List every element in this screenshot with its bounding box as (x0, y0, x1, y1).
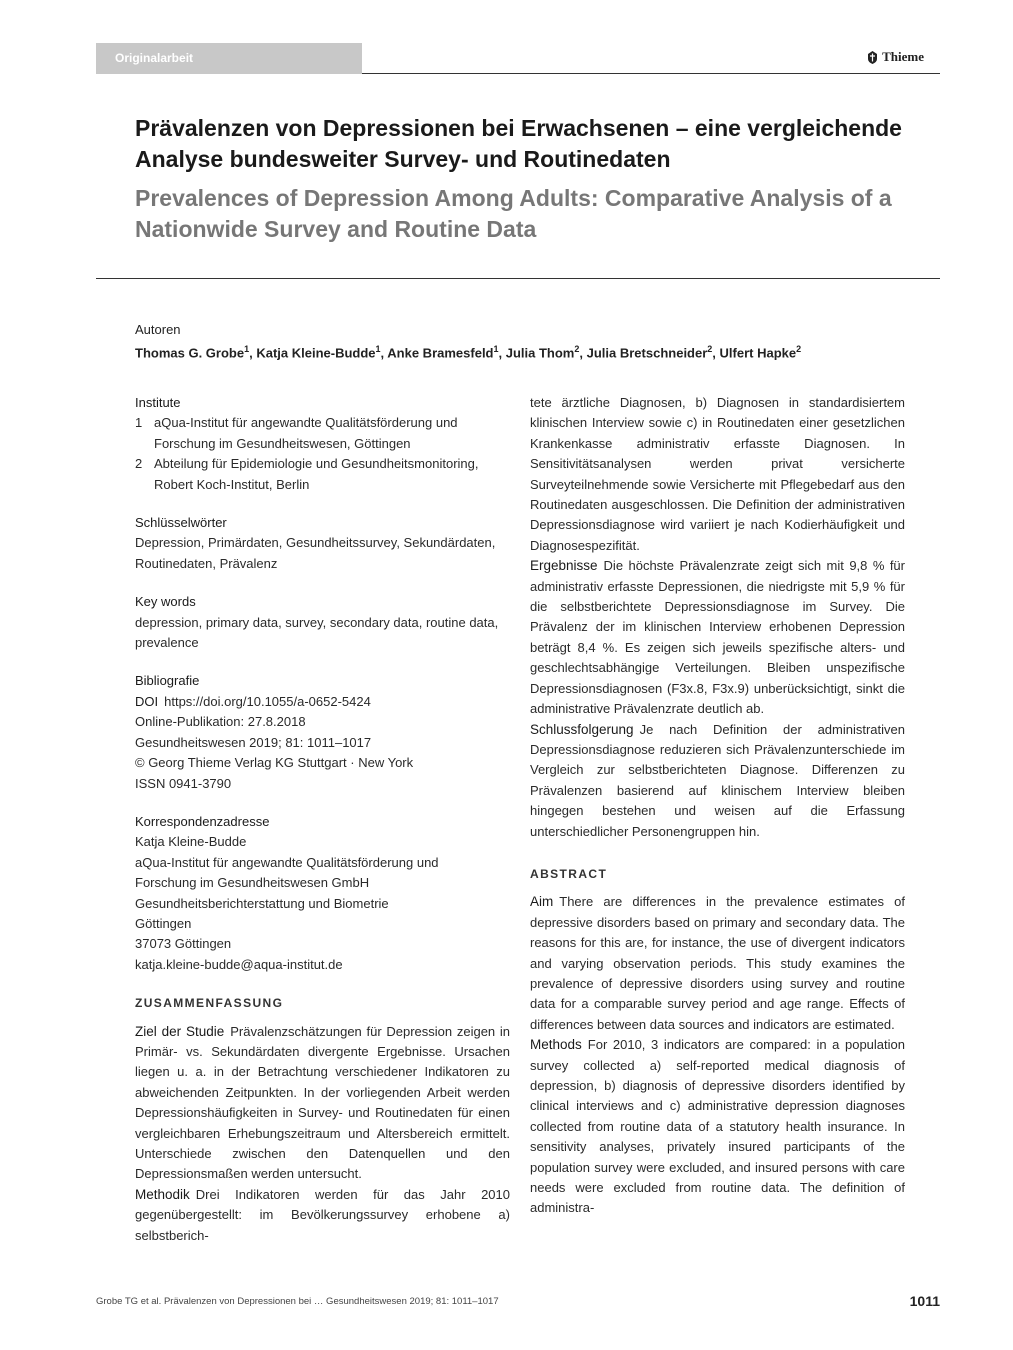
ergebnisse-text: Die höchste Prävalenzrate zeigt sich mit 9,8 % für administrativ erfasste Depressionen, die niedrigste mit 5,9 % für die selbstberichtete Depressionsdiagnose im Survey. Die Prävalenz der im klinischen Interview erhobenen Depression beträgt 8,4 %. Es zeigen sich jeweils spezifische alters- und geschlechtsabhängige Verteilungen. Bleiben unspezifische Depressionsdiagnosen (F3x.8, F3x.9) unberücksichtigt, sinkt die administrative Prävalenzrate deutlich ab. (530, 558, 905, 717)
author-name: Ulfert Hapke (719, 345, 797, 361)
author-list: Thomas G. Grobe$^1$, Katja Kleine-Budde$^1$, Anke Bramesfeld$^1$, Julia Thom$^2$, Julia Bretschneider$^2$, Ulfert Hapke$^2$ (135, 344, 802, 361)
schluss-text: Je nach Definition der administrativen Depressionsdiagnose reduzieren sich Prävalenzunterschiede im Vergleich zur selbstberichteten Diagnose. Differenzen zu Prävalenzen basierend auf klinischem Interview bleiben hingegen bestehen und weisen auf die Erfassung unterschiedlicher Personengruppen hin. (530, 721, 905, 839)
methods-paragraph (530, 1035, 905, 1219)
page-number: 1011 (909, 1293, 940, 1309)
ergebnisse-paragraph (530, 556, 905, 719)
author-affiliation: 1 (244, 344, 250, 354)
title-english: Prevalences of Depression Among Adults: Comparative Analysis of a Nationwide Survey and Routine Data (135, 185, 892, 242)
institute-number: 1 (135, 415, 143, 431)
keywords-en-text: depression, primary data, survey, secondary data, routine data, prevalence (135, 614, 499, 651)
methodik-paragraph (135, 1185, 510, 1246)
author-name: Anke Bramesfeld (387, 345, 494, 361)
author-name: Julia Bretschneider (586, 345, 708, 361)
author-affiliation: 1 (375, 344, 381, 354)
keywords-de-block (135, 513, 510, 574)
ergebnisse-label: Ergebnisse (530, 558, 598, 574)
title-german: Prävalenzen von Depressionen bei Erwachsenen – eine vergleichende Analyse bundesweiter Survey- und Routinedaten (135, 115, 902, 172)
left-column (135, 393, 510, 1246)
keywords-en-label: Key words (135, 594, 196, 610)
online-publication: Online-Publikation: 27.8.2018 (135, 714, 306, 730)
correspondence-line: 37073 Göttingen (135, 936, 232, 952)
bibliography-block (135, 671, 510, 793)
correspondence-block (135, 812, 510, 975)
authors-label: Autoren (135, 322, 181, 337)
aim-label: Aim (530, 894, 554, 910)
schluss-paragraph (530, 720, 905, 842)
doi-link[interactable]: https://doi.org/10.1055/a-0652-5424 (164, 693, 371, 709)
keywords-de-label: Schlüsselwörter (135, 515, 227, 531)
institute-number: 2 (135, 456, 143, 472)
methodik-label: Methodik (135, 1186, 190, 1202)
institute-item (135, 413, 510, 454)
author-affiliation: 2 (796, 344, 802, 354)
correspondence-line: Forschung im Gesundheitswesen GmbH (135, 875, 370, 891)
author-affiliation: 2 (707, 344, 713, 354)
zusammenfassung-heading: ZUSAMMENFASSUNG (135, 996, 284, 1011)
aim-text: There are differences in the prevalence estimates of depressive disorders based on primary and secondary data. The reasons for this are, for instance, the use of divergent indicators and varying observation periods. This study examines the prevalence of depressive disorders using survey and routine data for a comparable survey period and age range. Effects of differences between data sources and indicators are estimated. (530, 894, 905, 1032)
institute-item (135, 454, 510, 495)
abstract-heading: ABSTRACT (530, 866, 608, 881)
ziel-label: Ziel der Studie (135, 1023, 225, 1039)
ziel-text: Prävalenzschätzungen für Depression zeigen in Primär- vs. Sekundärdaten divergente Ergebnisse. Ursachen liegen u. a. in der Betrachtung verschiedener Indikatoren zu abweichenden Zeitpunkten. In der vorliegenden Arbeit werden Depressionshäufigkeiten in Survey- und Routinedaten für einen vergleichbaren Erhebungszeitraum und Altersbereich ermittelt. Unterschiede zwischen den Datenquellen und den Depressionsmaßen werden untersucht. (135, 1023, 510, 1182)
right-column (530, 393, 905, 1219)
running-header (96, 43, 940, 74)
schluss-label: Schlussfolgerung (530, 721, 634, 737)
keywords-de-text: Depression, Primärdaten, Gesundheitssurvey, Sekundärdaten, Routinedaten, Prävalenz (135, 535, 496, 571)
journal-citation: Gesundheitswesen 2019; 81: 1011–1017 (135, 734, 372, 750)
institutes-block (135, 393, 510, 495)
methodik-continued: tete ärztliche Diagnosen, b) Diagnosen in standardisiertem klinischen Interview sowie c) in Routinedaten einer gesetzlichen Krankenkasse administrativ erfasste Diagnosen. In Sensitivitätsanalysen werden privat versicherte Surveyteilnehmende sowie Versicherte mit Pflegebedarf aus den Routinedaten ausgeschlossen. Die Definition der administrativen Depressionsdiagnose wird variiert je nach Kodierhäufigkeit und Diagnosespezifität. (530, 395, 905, 553)
publisher-logo (867, 49, 924, 65)
institute-text: Abteilung für Epidemiologie und Gesundheitsmonitoring, Robert Koch-Institut, Berlin (154, 456, 479, 492)
section-tag: Originalarbeit (96, 43, 362, 74)
correspondence-line: Katja Kleine-Budde (135, 834, 247, 850)
correspondence-line: Göttingen (135, 915, 192, 931)
correspondence-email[interactable]: katja.kleine-budde@aqua-institut.de (135, 956, 343, 972)
doi-label: DOI (135, 693, 159, 709)
keywords-en-block (135, 592, 510, 653)
author-affiliation: 1 (493, 344, 499, 354)
bibliography-label: Bibliografie (135, 673, 200, 689)
institutes-label: Institute (135, 395, 181, 410)
doi-line (135, 692, 510, 712)
issn: ISSN 0941-3790 (135, 775, 232, 791)
correspondence-line: aQua-Institut für angewandte Qualitätsförderung und (135, 854, 439, 870)
methods-text: For 2010, 3 indicators are compared: in a population survey collected a) self-reported medical diagnosis of depression, b) diagnosis of depressive disorders identified by clinical interviews and c) administrative depression diagnoses collected from routine data of a statutory health insurance. In sensitivity analyses, privately insured participants of the population survey were excluded, and insured persons with care needs were excluded from routine data. The definition of administra- (530, 1037, 905, 1216)
methodik-text: Drei Indikatoren werden für das Jahr 2010 gegenübergestellt: im Bevölkerungssurvey erhobene a) selbstberich- (135, 1186, 510, 1243)
thieme-emblem-icon (867, 51, 878, 64)
correspondence-line: Gesundheitsberichterstattung und Biometrie (135, 895, 389, 911)
author-name: Thomas G. Grobe (135, 345, 245, 361)
correspondence-label: Korrespondenzadresse (135, 813, 270, 829)
author-name: Katja Kleine-Budde (256, 345, 376, 361)
institute-text: aQua-Institut für angewandte Qualitätsförderung und Forschung im Gesundheitswesen, Göttingen (154, 415, 458, 451)
title-divider (96, 278, 940, 279)
author-name: Julia Thom (505, 345, 575, 361)
aim-paragraph (530, 892, 905, 1035)
author-affiliation: 2 (574, 344, 580, 354)
ziel-paragraph (135, 1022, 510, 1185)
footer-citation: Grobe TG et al. Prävalenzen von Depressionen bei … Gesundheitswesen 2019; 81: 1011–1017 (96, 1296, 499, 1307)
methods-label: Methods (530, 1037, 582, 1053)
publisher-name: Thieme (882, 49, 924, 64)
copyright: © Georg Thieme Verlag KG Stuttgart · New York (135, 755, 414, 771)
